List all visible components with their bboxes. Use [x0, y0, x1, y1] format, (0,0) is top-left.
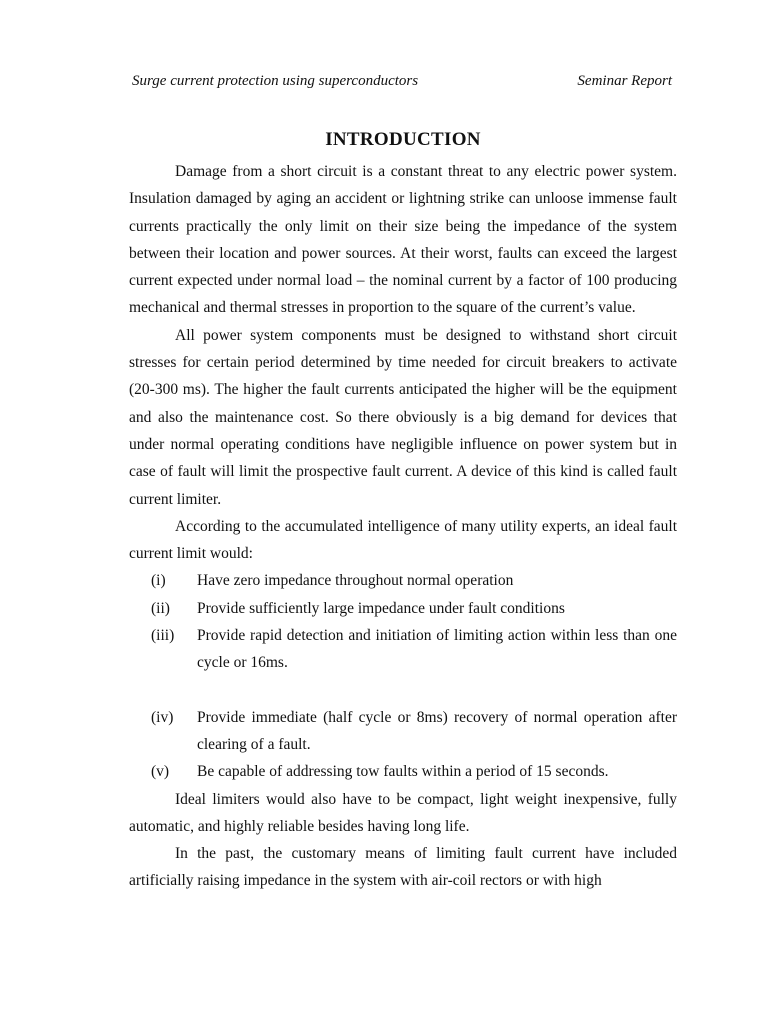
list-item-number: (iv)	[151, 708, 174, 726]
body-text	[129, 158, 677, 895]
list-item-text: Have zero impedance throughout normal operation	[197, 572, 514, 590]
paragraph-intro: Damage from a short circuit is a constant threat to any electric power system. Insulation damaged by aging an accident or lightning strike can unloose immense fault currents practically the only limit on their size being the impedance of the system between their location and power sources. At their worst, faults can exceed the largest current expected under normal load – the nominal current by a factor of 100 producing mechanical and thermal stresses in proportion to the square of the current’s value.	[129, 163, 677, 317]
list-item-text: Provide immediate (half cycle or 8ms) recovery of normal operation after clearing of a fault.	[197, 708, 677, 753]
paragraph-ideal-properties: Ideal limiters would also have to be compact, light weight inexpensive, fully automatic, and highly reliable besides having long life.	[129, 790, 677, 835]
list-item-text: Provide rapid detection and initiation of limiting action within less than one cycle or 16ms.	[197, 627, 677, 672]
list-item-number: (iii)	[151, 627, 175, 645]
list-item-text: Provide sufficiently large impedance under fault conditions	[197, 599, 565, 617]
list-item	[129, 758, 677, 785]
paragraph-ideal-limiter: According to the accumulated intelligence of many utility experts, an ideal fault current limit would:	[129, 517, 677, 563]
list-item-number: (v)	[151, 763, 170, 781]
header-report-type: Seminar Report	[577, 73, 672, 89]
list-item	[129, 595, 677, 622]
paragraph-components: All power system components must be designed to withstand short circuit stresses for certain period determined by time needed for circuit breakers to activate (20-300 ms). The higher the fault currents anticipated the higher will be the equipment and also the maintenance cost. So there obviously is a big demand for devices that under normal operating conditions have negligible influence on power system but in case of fault will limit the prospective fault current. A device of this kind is called fault current limiter.	[129, 326, 677, 508]
list-item	[129, 622, 677, 677]
header-document-title: Surge current protection using superconductors	[132, 73, 419, 89]
running-header	[132, 71, 672, 91]
requirements-list	[129, 567, 677, 785]
list-item-text: Be capable of addressing tow faults within a period of 15 seconds.	[197, 763, 609, 781]
section-heading: INTRODUCTION	[325, 129, 481, 150]
list-item	[129, 704, 677, 759]
paragraph-past-methods: In the past, the customary means of limiting fault current have included artificially raising impedance in the system with air-coil rectors or with high	[129, 845, 677, 890]
list-item-number: (i)	[151, 572, 166, 590]
list-item-number: (ii)	[151, 599, 170, 617]
list-item	[129, 567, 677, 594]
list-spacer	[129, 677, 677, 704]
